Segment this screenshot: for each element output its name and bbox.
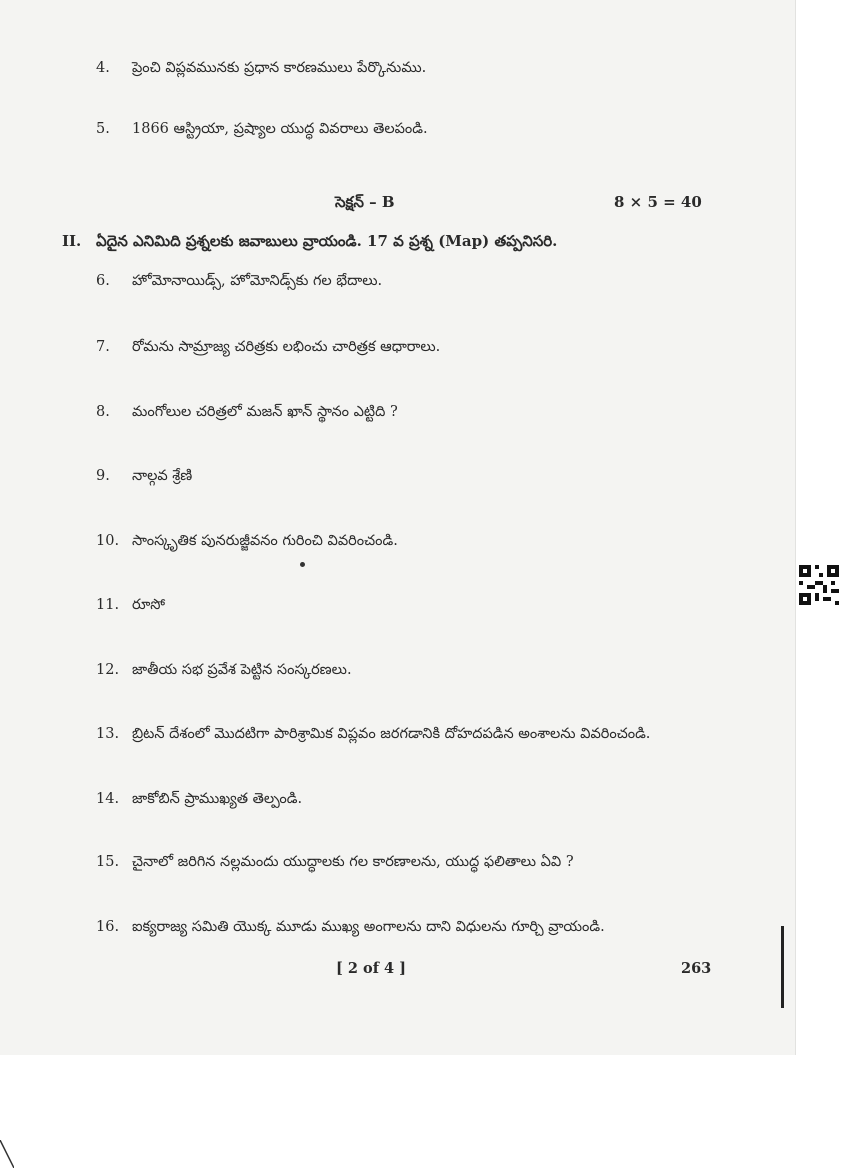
question-number: 13. <box>96 726 120 742</box>
question-text: రోమను సామ్రాజ్య చరిత్రకు లభించు చారిత్రక ఆధారాలు. <box>132 339 441 355</box>
question-number: 11. <box>96 597 120 613</box>
margin-line <box>781 926 784 1008</box>
question-number: 14. <box>96 791 120 807</box>
question-text: హోమోనాయిడ్స్, హోమోనిడ్స్‌కు గల భేదాలు. <box>132 273 383 289</box>
question-number: 6. <box>96 273 110 289</box>
section-instruction-text: ఏదైన ఎనిమిది ప్రశ్నలకు జవాబులు వ్రాయండి. 17 వ ప్రశ్న (Map) తప్పనిసరి. <box>96 232 558 250</box>
question-number: 4. <box>96 60 110 76</box>
section-heading: సెక్షన్ – B <box>335 193 395 211</box>
question-number: 7. <box>96 339 110 355</box>
question-number: 12. <box>96 662 120 678</box>
question-text: రూసో <box>132 597 166 613</box>
question-text: బ్రిటన్ దేశంలో మొదటిగా పారిశ్రామిక విప్లవం జరగడానికి దోహదపడిన అంశాలను వివరించండి. <box>132 726 651 742</box>
question-number: 9. <box>96 468 110 484</box>
paper-code: 263 <box>681 960 712 977</box>
page-indicator: [ 2 of 4 ] <box>336 960 407 977</box>
question-text: జాతీయ సభ ప్రవేశ పెట్టిన సంస్కరణలు. <box>132 662 352 678</box>
question-number: 10. <box>96 533 120 549</box>
question-text: మంగోలుల చరిత్రలో మజన్ ఖాన్ స్థానం ఎట్టిది ? <box>132 404 398 420</box>
qr-code-icon <box>799 565 839 605</box>
question-text: 1866 ఆస్ట్రియా, ప్రష్యాల యుద్ధ వివరాలు తెలపండి. <box>132 121 428 137</box>
question-text: నాల్గవ శ్రేణి <box>132 468 193 484</box>
ink-dot <box>300 562 305 567</box>
question-text: సాంస్కృతిక పునరుజ్జీవనం గురించి వివరించండి. <box>132 533 398 549</box>
question-number: 16. <box>96 919 120 935</box>
question-text: ప్రెంచి విప్లవమునకు ప్రధాన కారణములు పేర్కొనుము. <box>132 60 427 76</box>
section-marks: 8 × 5 = 40 <box>614 193 702 211</box>
section-roman-number: II. <box>62 232 82 250</box>
question-number: 8. <box>96 404 110 420</box>
question-text: ఐక్యరాజ్య సమితి యొక్క మూడు ముఖ్య అంగాలను దాని విధులను గూర్చి వ్రాయండి. <box>132 919 605 935</box>
page-corner-mark <box>0 1140 14 1168</box>
question-number: 5. <box>96 121 110 137</box>
question-number: 15. <box>96 854 120 870</box>
question-text: జాకోబిన్ ప్రాముఖ్యత తెల్పండి. <box>132 791 303 807</box>
question-text: చైనాలో జరిగిన నల్లమందు యుద్ధాలకు గల కారణాలను, యుద్ధ ఫలితాలు ఏవి ? <box>132 854 574 870</box>
